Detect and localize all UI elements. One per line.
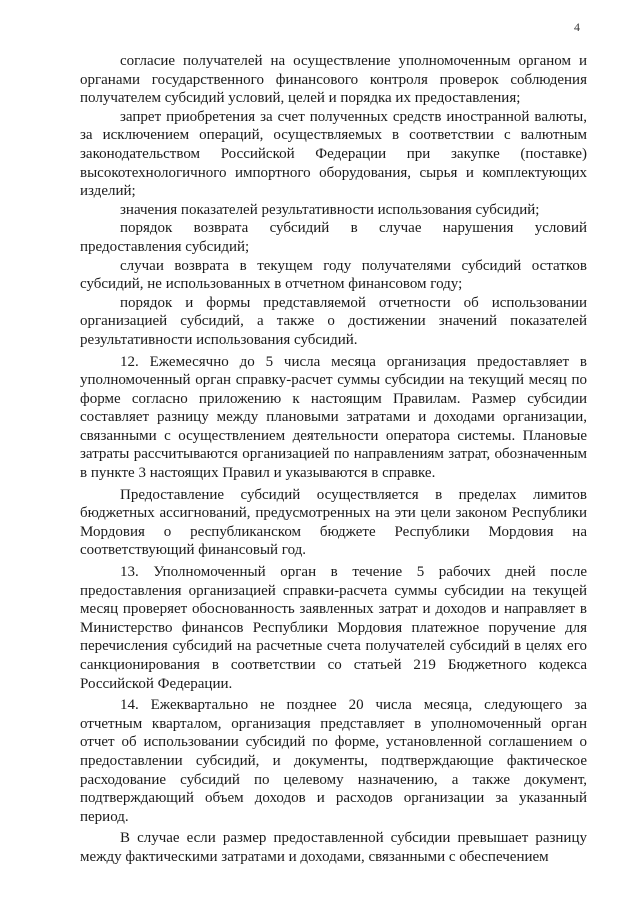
document-body <box>80 52 587 867</box>
paragraph-item-12: 12. Ежемесячно до 5 числа месяца организация предоставляет в уполномоченный орган справку-расчет суммы субсидии на текущий месяц по форме согласно приложению к настоящим Правилам. Размер субсидии составляет разницу между плановыми затратами и доходами организации, связанными с осуществлением деятельности оператора системы. Плановые затраты рассчитываются организацией по направлениям затрат, обозначенным в пункте 3 настоящих Правил и указываются в справке. <box>80 353 587 482</box>
paragraph-item-13: 13. Уполномоченный орган в течение 5 рабочих дней после предоставления организацией справки-расчета суммы субсидии на текущей месяц проверяет обоснованность заявленных затрат и доходов и направляет в Министерство финансов Республики Мордовия платежное поручение для перечисления субсидий на расчетные счета получателей субсидий в целях его санкционирования в соответствии со статьей 219 Бюджетного кодекса Российской Федерации. <box>80 564 587 692</box>
paragraph-excess-subsidy: В случае если размер предоставленной субсидии превышает разницу между фактическими затратами и доходами, связанными с обеспечением <box>80 830 587 865</box>
paragraph-refund-order: порядок возврата субсидий в случае нарушения условий предоставления субсидий; <box>80 220 587 255</box>
paragraph-refund-cases: случаи возврата в текущем году получателями субсидий остатков субсидий, не использованных в отчетном финансовом году; <box>80 257 587 293</box>
paragraph-budget-limits: Предоставление субсидий осуществляется в пределах лимитов бюджетных ассигнований, предусмотренных на эти цели законом Республики Мордовия о республиканском бюджете Республики Мордовия на соответствующий финансовый год. <box>80 486 587 559</box>
page-number: 4 <box>574 20 580 34</box>
paragraph-performance-indicators: значения показателей результативности использования субсидий; <box>120 201 540 218</box>
paragraph-item-14: 14. Ежеквартально не позднее 20 числа месяца, следующего за отчетным кварталом, организация представляет в уполномоченный орган отчет об использовании субсидий по форме, установленной соглашением о предоставлении субсидий, и документы, подтверждающие фактическое расходование субсидий по целевому назначению, а также документ, подтверждающий объем доходов и расходов организации за указанный период. <box>80 697 587 825</box>
paragraph-consent: согласие получателей на осуществление уполномоченным органом и органами государственного финансового контроля проверок соблюдения получателем субсидий условий, целей и порядка их предоставления; <box>80 53 587 107</box>
paragraph-currency-ban: запрет приобретения за счет полученных средств иностранной валюты, за исключением операций, осуществляемых в соответствии с валютным законодательством Российской Федерации при закупке (поставке) высокотехнологичного импортного оборудования, сырья и комплектующих изделий; <box>80 108 587 200</box>
paragraph-reporting-forms: порядок и формы представляемой отчетности об использовании организацией субсидий, а также о достижении значений показателей результативности использования субсидий. <box>80 294 587 348</box>
